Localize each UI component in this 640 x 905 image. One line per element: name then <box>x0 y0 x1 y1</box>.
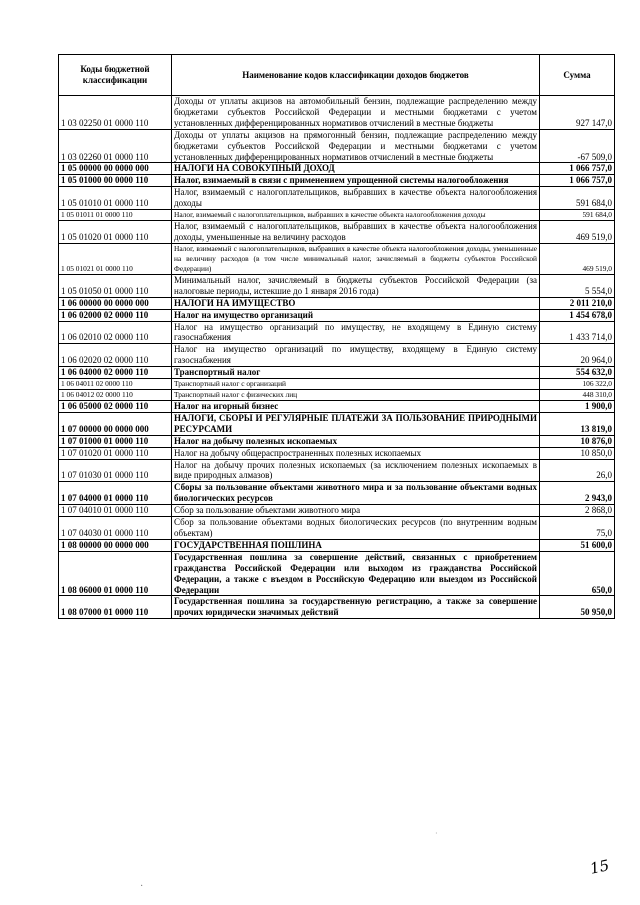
table-row <box>59 309 615 321</box>
table-row <box>59 517 615 540</box>
table-row <box>59 435 615 447</box>
table-row <box>59 551 615 596</box>
row-sum: 927 147,0 <box>540 96 615 130</box>
row-code: 1 03 02250 01 0000 110 <box>59 96 172 130</box>
row-sum: 1 433 714,0 <box>540 321 615 344</box>
row-name: НАЛОГИ НА СОВОКУПНЫЙ ДОХОД <box>172 163 540 175</box>
row-sum: 2 868,0 <box>540 505 615 517</box>
row-sum: 1 066 757,0 <box>540 175 615 187</box>
table-row <box>59 379 615 390</box>
row-sum: 1 900,0 <box>540 401 615 413</box>
row-name: Доходы от уплаты акцизов на прямогонный бензин, подлежащие распределению между бюджетами субъектов Российской Федерации и местными бюджетами с учетом установленных дифференцированных нормативов отчислений в местные бюджеты <box>172 129 540 163</box>
row-sum: 106 322,0 <box>540 379 615 390</box>
row-name: Налог на игорный бизнес <box>172 401 540 413</box>
table-row <box>59 412 615 435</box>
row-name: Налог, взимаемый с налогоплательщиков, выбравших в качестве объекта налогообложения доходы <box>172 210 540 221</box>
table-row <box>59 187 615 210</box>
header-sum: Сумма <box>540 55 615 96</box>
row-sum: 650,0 <box>540 551 615 596</box>
row-name: Минимальный налог, зачисляемый в бюджеты субъектов Российской Федерации (за налоговые периоды, истекшие до 1 января 2016 года) <box>172 274 540 297</box>
row-code: 1 06 02020 02 0000 110 <box>59 344 172 367</box>
table-body <box>59 96 615 619</box>
row-sum: 10 850,0 <box>540 447 615 459</box>
table-row <box>59 505 615 517</box>
row-code: 1 07 04000 01 0000 110 <box>59 482 172 505</box>
row-code: 1 06 04012 02 0000 110 <box>59 390 172 401</box>
row-name: Налог, взимаемый с налогоплательщиков, выбравших в качестве объекта налогообложения доходы <box>172 187 540 210</box>
table-row <box>59 129 615 163</box>
row-name: НАЛОГИ, СБОРЫ И РЕГУЛЯРНЫЕ ПЛАТЕЖИ ЗА ПОЛЬЗОВАНИЕ ПРИРОДНЫМИ РЕСУРСАМИ <box>172 412 540 435</box>
row-sum: 5 554,0 <box>540 274 615 297</box>
row-code: 1 05 00000 00 0000 000 <box>59 163 172 175</box>
row-name: Сбор за пользование объектами животного мира <box>172 505 540 517</box>
row-name: Налог на имущество организаций по имуществу, входящему в Единую систему газоснабжения <box>172 344 540 367</box>
table-row <box>59 96 615 130</box>
row-code: 1 08 07000 01 0000 110 <box>59 596 172 619</box>
row-name: ГОСУДАРСТВЕННАЯ ПОШЛИНА <box>172 539 540 551</box>
row-name: Транспортный налог с организаций <box>172 379 540 390</box>
row-code: 1 08 06000 01 0000 110 <box>59 551 172 596</box>
row-sum: 75,0 <box>540 517 615 540</box>
table-row <box>59 297 615 309</box>
row-name: Сборы за пользование объектами животного мира и за пользование объектами водных биологических ресурсов <box>172 482 540 505</box>
row-sum: 591 684,0 <box>540 187 615 210</box>
row-sum: 1 454 678,0 <box>540 309 615 321</box>
row-code: 1 06 04011 02 0000 110 <box>59 379 172 390</box>
row-sum: 50 950,0 <box>540 596 615 619</box>
budget-revenue-table <box>58 54 615 619</box>
row-code: 1 07 01000 01 0000 110 <box>59 435 172 447</box>
table-row <box>59 210 615 221</box>
row-sum: -67 509,0 <box>540 129 615 163</box>
row-code: 1 05 01011 01 0000 110 <box>59 210 172 221</box>
row-name: Налог, взимаемый с налогоплательщиков, выбравших в качестве объекта налогообложения доходы, уменьшенные на величину расходов (в том числе минимальный налог, зачисляемый в бюджеты субъектов Российской Федерации) <box>172 243 540 274</box>
row-code: 1 05 01050 01 0000 110 <box>59 274 172 297</box>
row-code: 1 03 02260 01 0000 110 <box>59 129 172 163</box>
row-name: Налог на добычу прочих полезных ископаемых (за исключением полезных ископаемых в виде природных алмазов) <box>172 459 540 482</box>
row-code: 1 07 01020 01 0000 110 <box>59 447 172 459</box>
scan-mark: · <box>435 829 438 838</box>
row-sum: 20 964,0 <box>540 344 615 367</box>
row-name: Транспортный налог с физических лиц <box>172 390 540 401</box>
row-code: 1 07 01030 01 0000 110 <box>59 459 172 482</box>
row-sum: 2 011 210,0 <box>540 297 615 309</box>
header-name: Наименование кодов классификации доходов бюджетов <box>172 55 540 96</box>
table-row <box>59 243 615 274</box>
row-code: 1 05 01000 00 0000 110 <box>59 175 172 187</box>
header-code: Коды бюджетной классификации <box>59 55 172 96</box>
row-name: Налог, взимаемый с налогоплательщиков, выбравших в качестве объекта налогообложения доходы, уменьшенные на величину расходов <box>172 221 540 244</box>
table-row <box>59 596 615 619</box>
table-row <box>59 221 615 244</box>
row-name: Налог на имущество организаций по имуществу, не входящему в Единую систему газоснабжения <box>172 321 540 344</box>
page-number: 15 <box>588 856 611 878</box>
row-sum: 448 310,0 <box>540 390 615 401</box>
row-code: 1 06 00000 00 0000 000 <box>59 297 172 309</box>
row-sum: 554 632,0 <box>540 367 615 379</box>
row-code: 1 07 00000 00 0000 000 <box>59 412 172 435</box>
table-row <box>59 459 615 482</box>
row-code: 1 06 02000 02 0000 110 <box>59 309 172 321</box>
row-code: 1 06 04000 02 0000 110 <box>59 367 172 379</box>
row-sum: 1 066 757,0 <box>540 163 615 175</box>
row-name: Государственная пошлина за совершение действий, связанных с приобретением гражданства Российской Федерации или выходом из гражданства Российской Федерации, а также с въездом в Российскую Федерацию или выездом из Российской Федерации <box>172 551 540 596</box>
table-row <box>59 274 615 297</box>
row-name: Доходы от уплаты акцизов на автомобильный бензин, подлежащие распределению между бюджетами субъектов Российской Федерации и местными бюджетами с учетом установленных дифференцированных нормативов отчислений в местные бюджеты <box>172 96 540 130</box>
row-code: 1 07 04030 01 0000 110 <box>59 517 172 540</box>
row-code: 1 08 00000 00 0000 000 <box>59 539 172 551</box>
table-row <box>59 447 615 459</box>
row-sum: 10 876,0 <box>540 435 615 447</box>
row-name: Сбор за пользование объектами водных биологических ресурсов (по внутренним водным объектам) <box>172 517 540 540</box>
table-row <box>59 344 615 367</box>
row-name: Государственная пошлина за государственную регистрацию, а также за совершение прочих юридически значимых действий <box>172 596 540 619</box>
table-row <box>59 163 615 175</box>
row-code: 1 05 01020 01 0000 110 <box>59 221 172 244</box>
row-sum: 13 819,0 <box>540 412 615 435</box>
row-sum: 26,0 <box>540 459 615 482</box>
row-code: 1 05 01010 01 0000 110 <box>59 187 172 210</box>
table-row <box>59 401 615 413</box>
row-sum: 2 943,0 <box>540 482 615 505</box>
row-code: 1 07 04010 01 0000 110 <box>59 505 172 517</box>
table-row <box>59 482 615 505</box>
table-row <box>59 390 615 401</box>
table-row <box>59 175 615 187</box>
row-sum: 591 684,0 <box>540 210 615 221</box>
row-sum: 469 519,0 <box>540 243 615 274</box>
row-code: 1 05 01021 01 0000 110 <box>59 243 172 274</box>
row-name: Налог на добычу общераспространенных полезных ископаемых <box>172 447 540 459</box>
row-sum: 51 600,0 <box>540 539 615 551</box>
row-name: Налог, взимаемый в связи с применением упрощенной системы налогообложения <box>172 175 540 187</box>
table-row <box>59 367 615 379</box>
row-name: Налог на имущество организаций <box>172 309 540 321</box>
row-name: Транспортный налог <box>172 367 540 379</box>
table-row <box>59 321 615 344</box>
row-name: НАЛОГИ НА ИМУЩЕСТВО <box>172 297 540 309</box>
row-code: 1 06 02010 02 0000 110 <box>59 321 172 344</box>
row-code: 1 06 05000 02 0000 110 <box>59 401 172 413</box>
row-sum: 469 519,0 <box>540 221 615 244</box>
table-row <box>59 539 615 551</box>
scan-mark: · <box>140 881 144 892</box>
row-name: Налог на добычу полезных ископаемых <box>172 435 540 447</box>
table-header-row <box>59 55 615 96</box>
